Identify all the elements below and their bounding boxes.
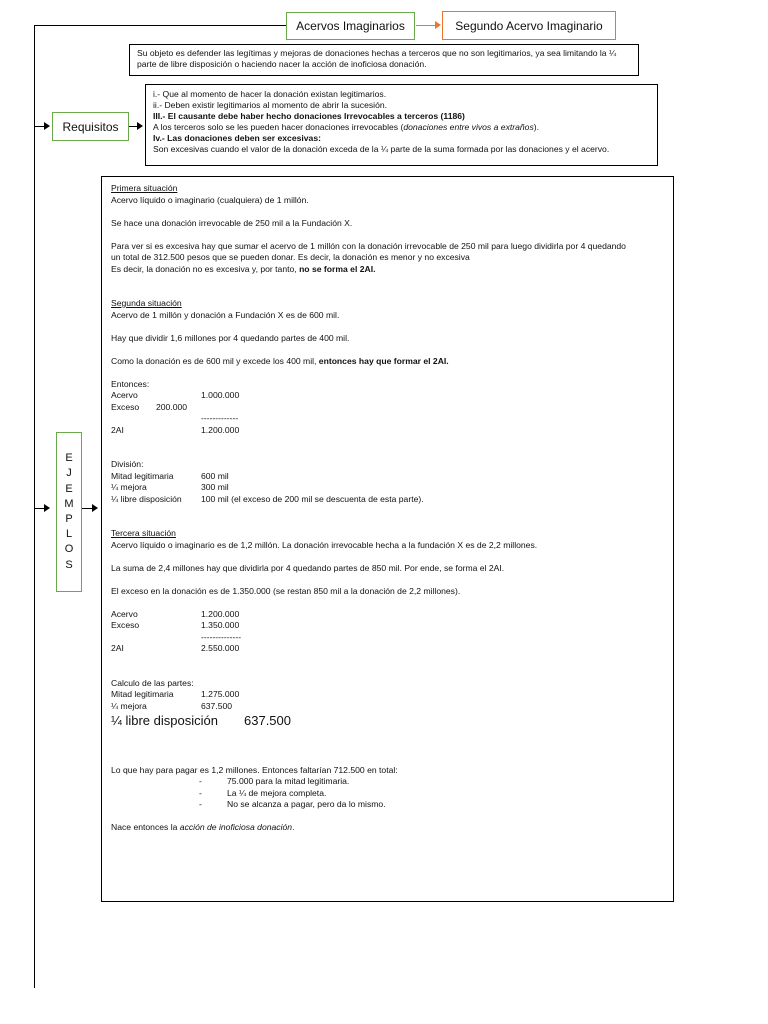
header-arrow-head — [435, 21, 441, 29]
ejemplos-letter: P — [65, 513, 73, 525]
intro-text: Su objeto es defender las legítimas y mejoras de donaciones hechas a terceros que no son legitimarios, ya sea limitando la ¼ parte de libre disposición o haciendo nacer la acción de inoficiosa donación. — [137, 48, 617, 69]
requisito-3-detail: A los terceros solo se les pueden hacer donaciones irrevocables (donaciones entre vivos a extraños). — [153, 122, 539, 132]
main-connector-line — [34, 25, 35, 988]
primera-line-4: un total de 312.500 pesos que se pueden donar. Es decir, la donación es menor y no excesiva — [111, 252, 470, 262]
tercera-line-3: El exceso en la donación es de 1.350.000 (se restan 850 mil a la donación de 2,2 millones). — [111, 585, 461, 596]
requisitos-out-head — [137, 122, 143, 130]
list-item: - 75.000 para la mitad legitimaria. — [199, 776, 350, 786]
segunda-line-3: Como la donación es de 600 mil y excede los 400 mil, entonces hay que formar el 2AI. — [111, 355, 449, 366]
tercera-total-row: 2AI 2.550.000 — [111, 643, 240, 653]
tercera-acervo-row: Acervo 1.200.000 — [111, 608, 240, 619]
tercera-calculo: Calculo de las partes: — [111, 677, 194, 688]
segunda-total-row: 2AI 1.200.000 — [111, 424, 240, 435]
segunda-entonces: Entonces: — [111, 378, 150, 389]
ejemplos-letter: J — [66, 467, 72, 480]
ejemplos-box — [56, 432, 82, 592]
tercera-line-2: La suma de 2,4 millones hay que dividirla por 4 quedando partes de 850 mil. Por ende, se forma el 2AI. — [111, 562, 505, 573]
requisitos-arrow-line — [34, 126, 44, 127]
segundo-acervo-label: Segundo Acervo Imaginario — [455, 18, 603, 33]
header-arrow-line — [416, 25, 436, 26]
requisito-1: i.- Que al momento de hacer la donación existan legitimarios. — [153, 89, 387, 99]
ejemplos-out-head — [92, 504, 98, 512]
segundo-acervo-box — [442, 11, 616, 40]
requisitos-out-line — [129, 126, 137, 127]
segunda-dashes: ------------- — [201, 413, 239, 423]
ejemplos-letter: E — [65, 452, 73, 465]
tercera-dashes: -------------- — [201, 631, 242, 642]
list-item: - No se alcanza a pagar, pero da lo mismo. — [199, 799, 386, 809]
examples-box — [101, 176, 674, 902]
ejemplos-letter: E — [65, 482, 73, 495]
ejemplos-letter: O — [64, 543, 74, 556]
tercera-title: Tercera situación — [111, 528, 176, 538]
intro-box — [129, 44, 639, 76]
primera-line-5: Es decir, la donación no es excesiva y, por tanto, no se forma el 2AI. — [111, 263, 376, 274]
requisito-3: III.- El causante debe haber hecho donaciones Irrevocables a terceros (1186) — [153, 111, 465, 121]
ejemplos-arrow-line — [34, 508, 44, 509]
tercera-mitad-row: Mitad legitimaria 1.275.000 — [111, 689, 240, 699]
acervos-imaginarios-box — [286, 12, 415, 40]
tercera-pagar: Lo que hay para pagar es 1,2 millones. Entonces faltarían 712.500 en total: — [111, 764, 398, 775]
tercera-libre-row: ¼ libre disposición 637.500 — [111, 713, 291, 728]
requisitos-arrow-head — [44, 122, 50, 130]
segunda-title: Segunda situación — [111, 298, 182, 308]
requisitos-box — [52, 112, 129, 141]
ejemplos-letter: M — [64, 497, 74, 510]
primera-line-3: Para ver si es excesiva hay que sumar el acervo de 1 millón con la donación irrevocable de 250 mil para luego dividirla por 4 quedando — [111, 240, 626, 251]
segunda-division: División: — [111, 459, 144, 469]
segunda-mejora-row: ¼ mejora 300 mil — [111, 482, 229, 492]
requisito-4: Iv.- Las donaciones deben ser excesivas: — [153, 133, 321, 143]
requisito-4-detail: Son excesivas cuando el valor de la donación exceda de la ¼ parte de la suma formada por las donaciones y el acervo. — [153, 144, 610, 154]
segunda-libre-row: ¼ libre disposición 100 mil (el exceso de 200 mil se descuenta de esta parte). — [111, 493, 424, 504]
ejemplos-letter: S — [65, 558, 73, 571]
segunda-exceso-row: Exceso 200.000 — [111, 401, 188, 412]
requisitos-label: Requisitos — [62, 119, 119, 134]
tercera-nace: Nace entonces la acción de inoficiosa donación. — [111, 822, 295, 832]
ejemplos-out-line — [82, 508, 92, 509]
ejemplos-arrow-head — [44, 504, 50, 512]
segunda-mitad-row: Mitad legitimaria 600 mil — [111, 470, 229, 481]
requisito-2: ii.- Deben existir legitimarios al momento de abrir la sucesión. — [153, 100, 388, 110]
top-connector-line — [34, 25, 286, 26]
primera-title: Primera situación — [111, 183, 178, 193]
segunda-line-2: Hay que dividir 1,6 millones por 4 quedando partes de 400 mil. — [111, 332, 350, 343]
segunda-line-1: Acervo de 1 millón y donación a Fundación X es de 600 mil. — [111, 309, 340, 320]
tercera-line-1: Acervo líquido o imaginario es de 1,2 millón. La donación irrevocable hecha a la fundación X es de 2,2 millones. — [111, 539, 538, 550]
primera-line-2: Se hace una donación irrevocable de 250 mil a la Fundación X. — [111, 217, 353, 228]
tercera-exceso-row: Exceso 1.350.000 — [111, 620, 240, 630]
segunda-acervo-row: Acervo 1.000.000 — [111, 390, 240, 400]
tercera-mejora-row: ¼ mejora 637.500 — [111, 700, 233, 711]
tercera-bullets — [111, 776, 673, 811]
acervos-imaginarios-label: Acervos Imaginarios — [296, 19, 405, 33]
list-item: - La ¼ de mejora completa. — [199, 787, 327, 798]
primera-line-1: Acervo líquido o imaginario (cualquiera) de 1 millón. — [111, 194, 309, 205]
ejemplos-letter: L — [65, 528, 73, 541]
requisitos-list-box — [145, 84, 658, 166]
